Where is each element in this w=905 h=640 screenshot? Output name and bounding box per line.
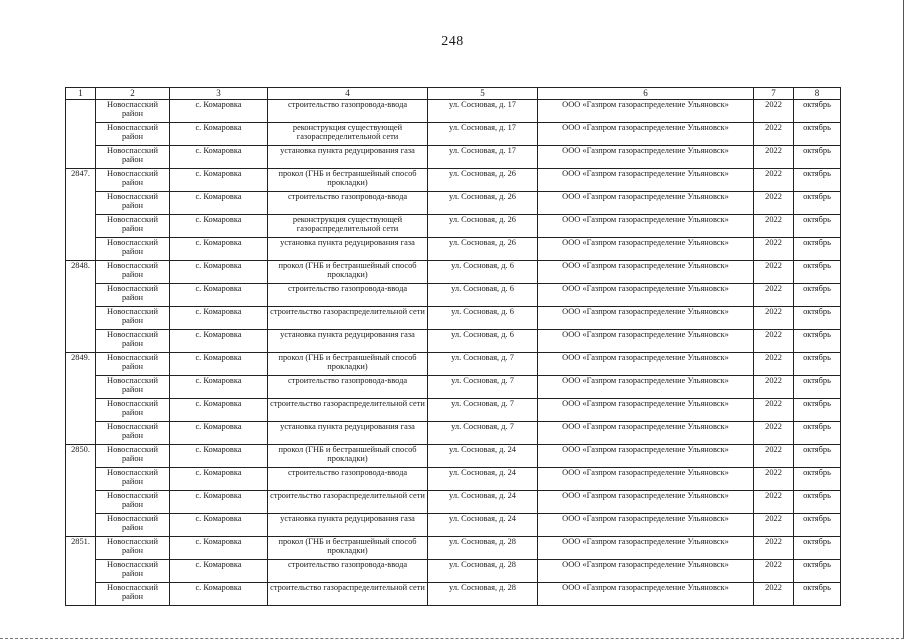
address-cell: ул. Сосновая, д. 24 [428,445,538,468]
entry-number-cell: 2849. [66,353,96,445]
address-cell: ул. Сосновая, д. 7 [428,422,538,445]
entry-number-cell: 2851. [66,537,96,606]
district-cell: Новоспасский район [96,376,170,399]
address-cell: ул. Сосновая, д. 24 [428,468,538,491]
year-cell: 2022 [754,261,794,284]
month-cell: октябрь [794,376,841,399]
address-cell: ул. Сосновая, д. 17 [428,146,538,169]
organization-cell: ООО «Газпром газораспределение Ульяновск» [538,468,754,491]
district-cell: Новоспасский район [96,238,170,261]
table-row [66,560,841,583]
settlement-cell: с. Комаровка [170,537,268,560]
year-cell: 2022 [754,560,794,583]
address-cell: ул. Сосновая, д. 26 [428,169,538,192]
work-type-cell: реконструкция существующей газораспределительной сети [268,215,428,238]
work-type-cell: строительство газораспределительной сети [268,307,428,330]
year-cell: 2022 [754,169,794,192]
entry-number-cell: 2848. [66,261,96,353]
organization-cell: ООО «Газпром газораспределение Ульяновск» [538,123,754,146]
district-cell: Новоспасский район [96,123,170,146]
table-row [66,330,841,353]
address-cell: ул. Сосновая, д. 7 [428,353,538,376]
district-cell: Новоспасский район [96,422,170,445]
year-cell: 2022 [754,468,794,491]
district-cell: Новоспасский район [96,468,170,491]
district-cell: Новоспасский район [96,100,170,123]
organization-cell: ООО «Газпром газораспределение Ульяновск» [538,399,754,422]
organization-cell: ООО «Газпром газораспределение Ульяновск» [538,330,754,353]
column-header: 5 [428,88,538,100]
month-cell: октябрь [794,238,841,261]
work-type-cell: установка пункта редуцирования газа [268,514,428,537]
year-cell: 2022 [754,100,794,123]
column-header: 2 [96,88,170,100]
month-cell: октябрь [794,100,841,123]
settlement-cell: с. Комаровка [170,215,268,238]
year-cell: 2022 [754,238,794,261]
settlement-cell: с. Комаровка [170,238,268,261]
organization-cell: ООО «Газпром газораспределение Ульяновск» [538,445,754,468]
work-type-cell: строительство газораспределительной сети [268,399,428,422]
address-cell: ул. Сосновая, д. 24 [428,491,538,514]
column-header: 4 [268,88,428,100]
year-cell: 2022 [754,330,794,353]
month-cell: октябрь [794,468,841,491]
table-row [66,583,841,606]
settlement-cell: с. Комаровка [170,491,268,514]
table-row [66,146,841,169]
entry-number-cell: 2847. [66,169,96,261]
district-cell: Новоспасский район [96,261,170,284]
table-row [66,353,841,376]
month-cell: октябрь [794,284,841,307]
month-cell: октябрь [794,307,841,330]
table-row [66,261,841,284]
district-cell: Новоспасский район [96,560,170,583]
table-row [66,100,841,123]
month-cell: октябрь [794,123,841,146]
work-type-cell: прокол (ГНБ и бестраншейный способ прокладки) [268,537,428,560]
district-cell: Новоспасский район [96,215,170,238]
month-cell: октябрь [794,537,841,560]
year-cell: 2022 [754,514,794,537]
year-cell: 2022 [754,376,794,399]
district-cell: Новоспасский район [96,399,170,422]
column-header: 1 [66,88,96,100]
year-cell: 2022 [754,491,794,514]
address-cell: ул. Сосновая, д. 28 [428,537,538,560]
year-cell: 2022 [754,146,794,169]
month-cell: октябрь [794,514,841,537]
table-row [66,192,841,215]
table-row [66,284,841,307]
column-header: 8 [794,88,841,100]
district-cell: Новоспасский район [96,307,170,330]
address-cell: ул. Сосновая, д. 26 [428,238,538,261]
organization-cell: ООО «Газпром газораспределение Ульяновск» [538,238,754,261]
table-row [66,238,841,261]
settlement-cell: с. Комаровка [170,307,268,330]
address-cell: ул. Сосновая, д. 6 [428,284,538,307]
district-cell: Новоспасский район [96,583,170,606]
address-cell: ул. Сосновая, д. 6 [428,261,538,284]
address-cell: ул. Сосновая, д. 26 [428,215,538,238]
year-cell: 2022 [754,445,794,468]
organization-cell: ООО «Газпром газораспределение Ульяновск» [538,422,754,445]
settlement-cell: с. Комаровка [170,399,268,422]
page-number: 248 [441,34,464,49]
table-header-row [66,88,841,100]
settlement-cell: с. Комаровка [170,422,268,445]
month-cell: октябрь [794,491,841,514]
address-cell: ул. Сосновая, д. 6 [428,307,538,330]
table-row [66,537,841,560]
district-cell: Новоспасский район [96,353,170,376]
organization-cell: ООО «Газпром газораспределение Ульяновск» [538,169,754,192]
settlement-cell: с. Комаровка [170,261,268,284]
address-cell: ул. Сосновая, д. 17 [428,100,538,123]
settlement-cell: с. Комаровка [170,353,268,376]
year-cell: 2022 [754,583,794,606]
district-cell: Новоспасский район [96,284,170,307]
district-cell: Новоспасский район [96,537,170,560]
month-cell: октябрь [794,422,841,445]
settlement-cell: с. Комаровка [170,583,268,606]
table-row [66,491,841,514]
column-header: 6 [538,88,754,100]
settlement-cell: с. Комаровка [170,284,268,307]
address-cell: ул. Сосновая, д. 24 [428,514,538,537]
work-type-cell: строительство газопровода-ввода [268,284,428,307]
table-row [66,445,841,468]
address-cell: ул. Сосновая, д. 28 [428,583,538,606]
organization-cell: ООО «Газпром газораспределение Ульяновск» [538,100,754,123]
year-cell: 2022 [754,215,794,238]
year-cell: 2022 [754,192,794,215]
work-type-cell: строительство газопровода-ввода [268,192,428,215]
organization-cell: ООО «Газпром газораспределение Ульяновск» [538,307,754,330]
district-cell: Новоспасский район [96,491,170,514]
table-body [66,100,841,606]
month-cell: октябрь [794,169,841,192]
month-cell: октябрь [794,560,841,583]
month-cell: октябрь [794,261,841,284]
organization-cell: ООО «Газпром газораспределение Ульяновск» [538,560,754,583]
organization-cell: ООО «Газпром газораспределение Ульяновск» [538,491,754,514]
month-cell: октябрь [794,192,841,215]
work-type-cell: установка пункта редуцирования газа [268,238,428,261]
work-type-cell: установка пункта редуцирования газа [268,330,428,353]
table-row [66,376,841,399]
settlement-cell: с. Комаровка [170,146,268,169]
month-cell: октябрь [794,583,841,606]
work-type-cell: строительство газораспределительной сети [268,491,428,514]
address-cell: ул. Сосновая, д. 26 [428,192,538,215]
organization-cell: ООО «Газпром газораспределение Ульяновск» [538,514,754,537]
settlement-cell: с. Комаровка [170,376,268,399]
year-cell: 2022 [754,307,794,330]
registry-table [65,87,841,606]
organization-cell: ООО «Газпром газораспределение Ульяновск» [538,284,754,307]
work-type-cell: установка пункта редуцирования газа [268,422,428,445]
address-cell: ул. Сосновая, д. 6 [428,330,538,353]
column-header: 3 [170,88,268,100]
organization-cell: ООО «Газпром газораспределение Ульяновск» [538,261,754,284]
settlement-cell: с. Комаровка [170,445,268,468]
year-cell: 2022 [754,422,794,445]
year-cell: 2022 [754,284,794,307]
work-type-cell: строительство газораспределительной сети [268,583,428,606]
address-cell: ул. Сосновая, д. 17 [428,123,538,146]
work-type-cell: прокол (ГНБ и бестраншейный способ прокладки) [268,169,428,192]
work-type-cell: прокол (ГНБ и бестраншейный способ прокладки) [268,353,428,376]
column-header: 7 [754,88,794,100]
table-row [66,123,841,146]
work-type-cell: установка пункта редуцирования газа [268,146,428,169]
work-type-cell: прокол (ГНБ и бестраншейный способ прокладки) [268,261,428,284]
month-cell: октябрь [794,353,841,376]
year-cell: 2022 [754,123,794,146]
work-type-cell: строительство газопровода-ввода [268,376,428,399]
settlement-cell: с. Комаровка [170,192,268,215]
settlement-cell: с. Комаровка [170,100,268,123]
work-type-cell: строительство газопровода-ввода [268,100,428,123]
settlement-cell: с. Комаровка [170,468,268,491]
entry-number-cell: 2850. [66,445,96,537]
organization-cell: ООО «Газпром газораспределение Ульяновск» [538,215,754,238]
settlement-cell: с. Комаровка [170,169,268,192]
work-type-cell: реконструкция существующей газораспределительной сети [268,123,428,146]
address-cell: ул. Сосновая, д. 7 [428,376,538,399]
table-row [66,215,841,238]
district-cell: Новоспасский район [96,169,170,192]
settlement-cell: с. Комаровка [170,123,268,146]
district-cell: Новоспасский район [96,146,170,169]
settlement-cell: с. Комаровка [170,514,268,537]
table-row [66,307,841,330]
district-cell: Новоспасский район [96,445,170,468]
organization-cell: ООО «Газпром газораспределение Ульяновск» [538,146,754,169]
entry-number-cell [66,100,96,169]
table-row [66,422,841,445]
table-row [66,468,841,491]
district-cell: Новоспасский район [96,514,170,537]
settlement-cell: с. Комаровка [170,330,268,353]
month-cell: октябрь [794,146,841,169]
organization-cell: ООО «Газпром газораспределение Ульяновск» [538,376,754,399]
district-cell: Новоспасский район [96,192,170,215]
district-cell: Новоспасский район [96,330,170,353]
organization-cell: ООО «Газпром газораспределение Ульяновск» [538,353,754,376]
organization-cell: ООО «Газпром газораспределение Ульяновск» [538,583,754,606]
month-cell: октябрь [794,445,841,468]
organization-cell: ООО «Газпром газораспределение Ульяновск» [538,192,754,215]
address-cell: ул. Сосновая, д. 28 [428,560,538,583]
work-type-cell: прокол (ГНБ и бестраншейный способ прокладки) [268,445,428,468]
year-cell: 2022 [754,537,794,560]
table-row [66,399,841,422]
work-type-cell: строительство газопровода-ввода [268,560,428,583]
year-cell: 2022 [754,353,794,376]
table-row [66,514,841,537]
work-type-cell: строительство газопровода-ввода [268,468,428,491]
year-cell: 2022 [754,399,794,422]
settlement-cell: с. Комаровка [170,560,268,583]
table-row [66,169,841,192]
month-cell: октябрь [794,330,841,353]
month-cell: октябрь [794,399,841,422]
address-cell: ул. Сосновая, д. 7 [428,399,538,422]
organization-cell: ООО «Газпром газораспределение Ульяновск» [538,537,754,560]
month-cell: октябрь [794,215,841,238]
